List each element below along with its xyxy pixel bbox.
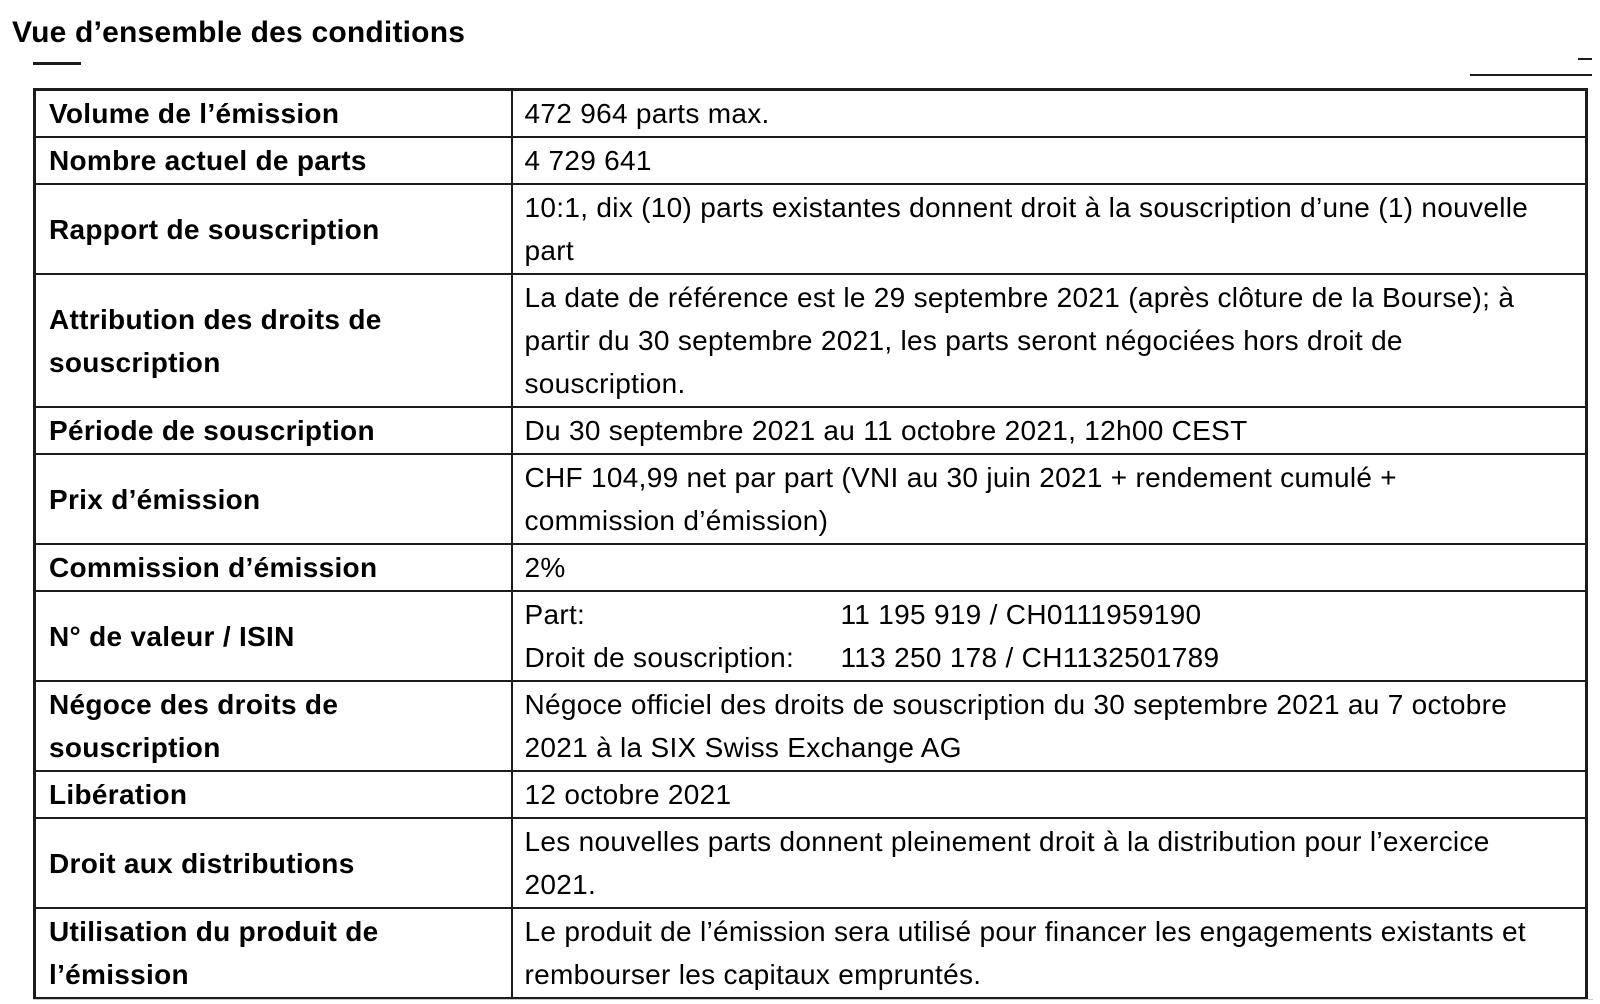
border-fragment-corner-tick: [1578, 58, 1592, 60]
row-value: CHF 104,99 net par part (VNI au 30 juin 2021 + rendement cumulé + commission d’émission): [512, 454, 1587, 544]
row-label: Volume de l’émission: [35, 90, 512, 138]
conditions-table-body: [35, 90, 1587, 999]
table-row-prix: [35, 454, 1587, 544]
row-value: La date de référence est le 29 septembre 2021 (après clôture de la Bourse); à partir du 30 septembre 2021, les parts seront négociées hors droit de souscription.: [512, 274, 1587, 407]
border-fragment-top-right: [1470, 74, 1592, 76]
page-title: Vue d’ensemble des conditions: [12, 16, 466, 49]
row-label: Négoce des droits de souscription: [35, 681, 512, 771]
isin-line-droit-name: Droit de souscription:: [524, 642, 795, 673]
row-label: N° de valeur / ISIN: [35, 591, 512, 681]
row-label: Attribution des droits de souscription: [35, 274, 512, 407]
table-row-distributions: [35, 818, 1587, 908]
row-label: Droit aux distributions: [35, 818, 512, 908]
row-value: Les nouvelles parts donnent pleinement droit à la distribution pour l’exercice 2021.: [512, 818, 1587, 908]
table-row-rapport: [35, 184, 1587, 274]
row-value: Négoce officiel des droits de souscription du 30 septembre 2021 au 7 octobre 2021 à la SIX Swiss Exchange AG: [512, 681, 1587, 771]
table-row-utilisation: [35, 908, 1587, 999]
row-label: Commission d’émission: [35, 544, 512, 591]
row-label: Prix d’émission: [35, 454, 512, 544]
row-value: 472 964 parts max.: [512, 90, 1587, 138]
isin-line-droit-value: 113 250 178 / CH1132501789: [840, 642, 1220, 673]
isin-line-part-name: Part:: [524, 599, 586, 630]
table-row-attribution: [35, 274, 1587, 407]
conditions-table: [33, 88, 1588, 1000]
table-row-periode: [35, 407, 1587, 454]
isin-line-part: [525, 593, 1537, 636]
row-value: 2%: [512, 544, 1587, 591]
table-row-volume: [35, 90, 1587, 138]
row-value: Du 30 septembre 2021 au 11 octobre 2021, 12h00 CEST: [512, 407, 1587, 454]
table-bottom-shadow-line: [33, 999, 1593, 1000]
table-row-isin: [35, 591, 1587, 681]
border-fragment-top-left: [33, 62, 81, 65]
isin-line-droit: [525, 636, 1537, 679]
row-value: 10:1, dix (10) parts existantes donnent droit à la souscription d’une (1) nouvelle part: [512, 184, 1587, 274]
row-label: Nombre actuel de parts: [35, 137, 512, 184]
row-label: Libération: [35, 771, 512, 818]
row-value: 4 729 641: [512, 137, 1587, 184]
table-row-negoce: [35, 681, 1587, 771]
row-label: Rapport de souscription: [35, 184, 512, 274]
row-label: Utilisation du produit de l’émission: [35, 908, 512, 999]
row-value: Le produit de l’émission sera utilisé pour financer les engagements existants et rembourser les capitaux empruntés.: [512, 908, 1587, 999]
row-label: Période de souscription: [35, 407, 512, 454]
table-row-liberation: [35, 771, 1587, 818]
table-row-nombre-parts: [35, 137, 1587, 184]
table-row-commission: [35, 544, 1587, 591]
row-value: 12 octobre 2021: [512, 771, 1587, 818]
row-value: [512, 591, 1587, 681]
isin-line-part-value: 11 195 919 / CH0111959190: [840, 599, 1202, 630]
